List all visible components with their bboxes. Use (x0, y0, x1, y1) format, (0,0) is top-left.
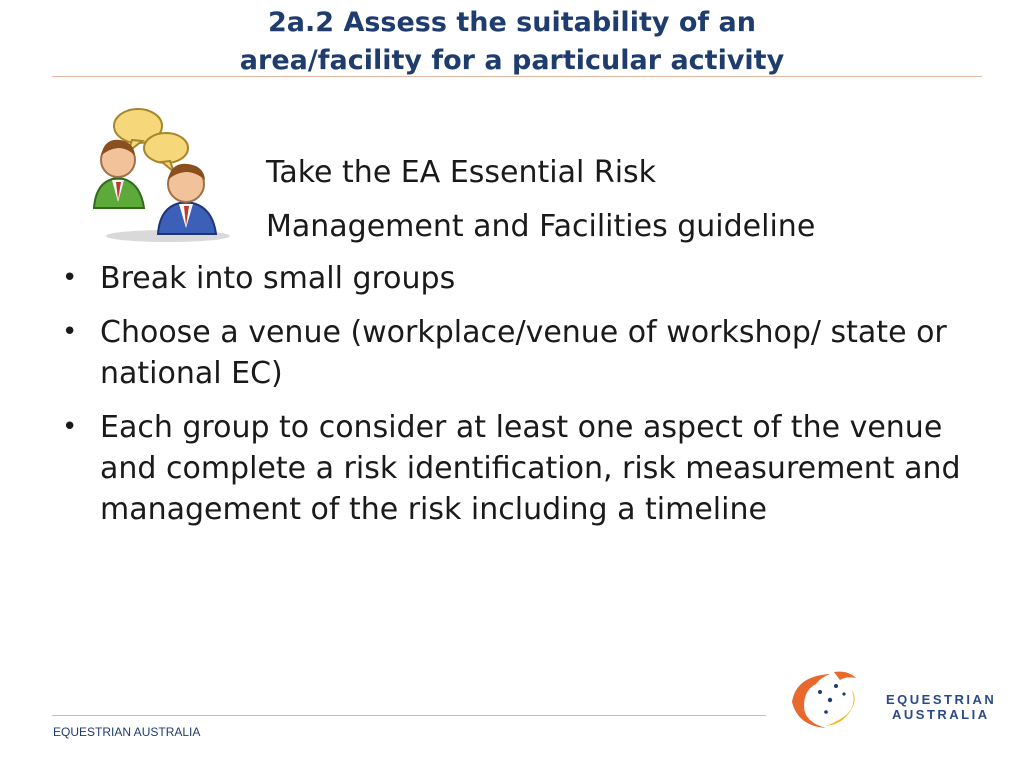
logo-wordmark (886, 692, 996, 722)
slide-title-line1: 2a.2 Assess the suitability of an (268, 7, 756, 38)
bullet-item (56, 312, 986, 394)
intro-line2: Management and Facilities guideline (266, 209, 816, 244)
bullet-marker: • (62, 412, 78, 442)
slide-title (0, 4, 1024, 80)
logo-line2: AUSTRALIA (892, 707, 990, 722)
bullet-text: Break into small groups (100, 261, 456, 296)
bullet-list (56, 258, 986, 543)
intro-text (266, 146, 966, 254)
discussion-people-icon (88, 104, 238, 244)
footer-divider (52, 715, 766, 716)
bullet-marker: • (62, 263, 78, 293)
bullet-marker: • (62, 317, 78, 347)
bullet-text: Choose a venue (workplace/venue of workshop/ state or national EC) (100, 315, 947, 391)
footer-org-name: EQUESTRIAN AUSTRALIA (53, 725, 201, 739)
intro-line1: Take the EA Essential Risk (266, 155, 657, 190)
title-divider (52, 76, 982, 77)
slide-title-line2: area/facility for a particular activity (239, 45, 785, 76)
equestrian-australia-logo (786, 668, 997, 732)
bullet-item (56, 407, 986, 530)
bullet-text: Each group to consider at least one aspect of the venue and complete a risk identification, risk measurement and management of the risk including a timeline (100, 410, 961, 527)
logo-line1: EQUESTRIAN (886, 692, 997, 707)
equestrian-australia-logo-icon (786, 668, 878, 732)
bullet-item (56, 258, 986, 299)
